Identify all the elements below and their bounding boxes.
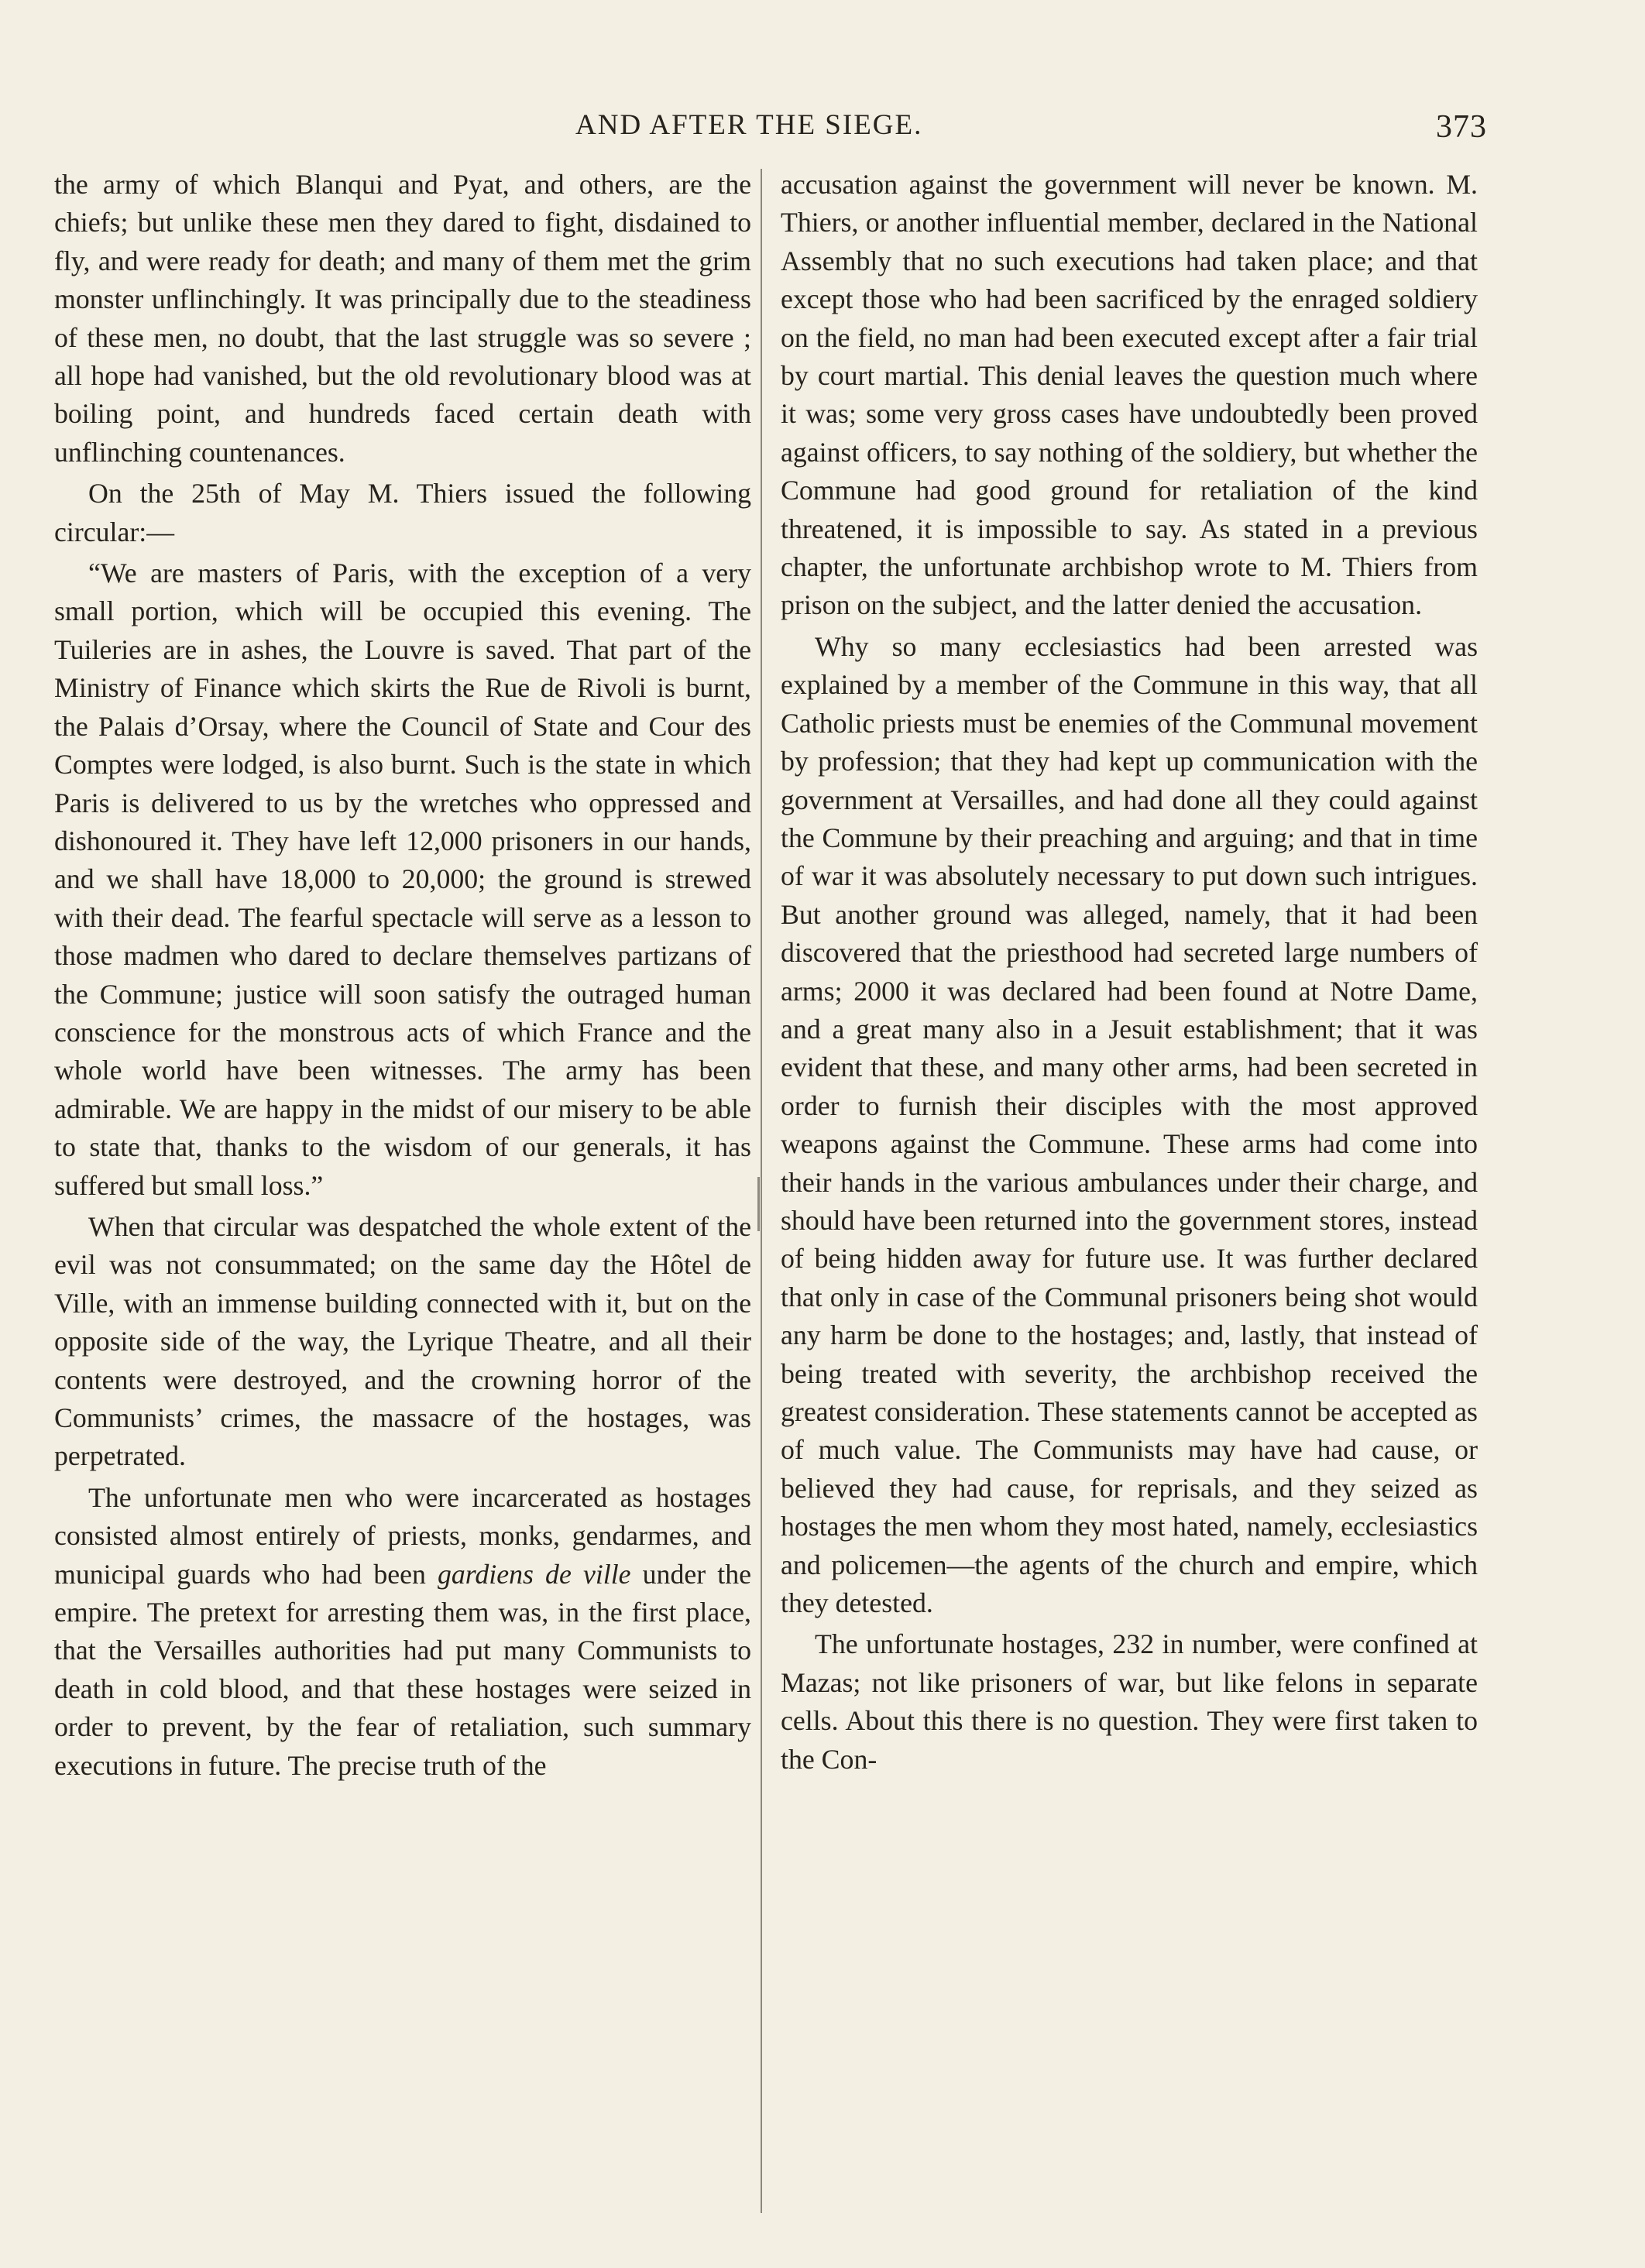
quoted-circular: “We are masters of Paris, with the exception of a very small portion, which will be occupied this evening. The Tuileries are in ashes, the Louvre is saved. That part of the Ministry of Finance which skirts the Rue de Rivoli is burnt, the Palais d’Orsay, where the Council of State and Cour des Comptes were lodged, is also burnt. Such is the state in which Paris is delivered to us by the wretches who oppressed and dishonoured it. They have left 12,000 prisoners in our hands, and we shall have 18,000 to 20,000; the ground is strewed with their dead. The fearful spectacle will serve as a lesson to those madmen who dared to declare themselves partizans of the Commune; justice will soon satisfy the outraged human conscience for the monstrous acts of which France and the whole world have been witnesses. The army has been admirable. We are happy in the midst of our misery to be able to state that, thanks to the wisdom of our generals, it has suffered but small loss.” [54,558,751,1201]
column-divider-mark [757,1177,760,1231]
paragraph [54,1479,751,1785]
left-column [54,166,751,1785]
page-number: 373 [1436,109,1487,145]
paragraph: When that circular was despatched the whole extent of the evil was not consummated; on the same day the Hôtel de Ville, with an immense building connected with it, but on the opposite side of the way, the Lyrique Theatre, and all their contents were destroyed, and the crowning horror of the Communists’ crimes, the massacre of the hostages, was perpetrated. [54,1210,751,1472]
text-run: under the empire. The pretext for arresting them was, in the first place, that the Versailles authorities had put many Communists to death in cold blood, and that these hostages were seized in order to prevent, by the fear of retaliation, such summary executions in future. The precise truth of the [54,1558,751,1781]
paragraph: the army of which Blanqui and Pyat, and others, are the chiefs; but unlike these men they dared to fight, disdained to fly, and were ready for death; and many of them met the grim monster unflinchingly. It was principally due to the steadiness of these men, no doubt, that the last struggle was so severe ; all hope had vanished, but the old revolutionary blood was at boiling point, and hundreds faced certain death with unflinching countenances. [54,169,751,468]
right-column [781,166,1478,1779]
column-divider [761,169,762,2213]
running-header [46,108,1487,155]
running-title: AND AFTER THE SIEGE. [575,109,923,141]
paragraph: accusation against the government will never be known. M. Thiers, or another influential member, declared in the National Assembly that no such executions had taken place; and that except those who had been sacrificed by the enraged soldiery on the field, no man had been executed except after a fair trial by court martial. This denial leaves the question much where it was; some very gross cases have undoubtedly been proved against officers, to say nothing of the soldiery, but whether the Commune had good ground for retaliation of the kind threatened, it is impossible to say. As stated in a previous chapter, the unfortunate archbishop wrote to M. Thiers from prison on the subject, and the latter denied the accusation. [781,169,1478,621]
paragraph: The unfortunate hostages, 232 in number, were confined at Mazas; not like prisoners of war, but like felons in separate cells. About this there is no question. They were first taken to the Con- [781,1628,1478,1775]
paragraph: Why so many ecclesiastics had been arrested was explained by a member of the Commune in this way, that all Catholic priests must be enemies of the Communal movement by profession; that they had kept up communication with the government at Versailles, and had done all they could against the Commune by their preaching and arguing; and that in time of war it was absolutely necessary to put down such intrigues. But another ground was alleged, namely, that it had been discovered that the priesthood had secreted large numbers of arms; 2000 it was declared had been found at Notre Dame, and a great many also in a Jesuit establishment; that it was evident that these, and many other arms, had been secreted in order to furnish their disciples with the most approved weapons against the Commune. These arms had come into their hands in the various ambulances under their charge, and should have been returned into the government stores, instead of being hidden away for future use. It was further declared that only in case of the Communal prisoners being shot would any harm be done to the hostages; and, lastly, that instead of being treated with severity, the archbishop received the greatest consideration. These statements cannot be accepted as of much value. The Communists may have had cause, or believed they had cause, for reprisals, and they seized as hostages the men whom they most hated, namely, ecclesiastics and policemen—the agents of the church and empire, which they detested. [781,630,1478,1619]
text-run: The unfortunate men who were incarcerated as hostages consisted almost entirely of priests, monks, gendarmes, and municipal guards who had been [54,1481,751,1590]
italic-phrase: gardiens de ville [438,1558,631,1590]
paragraph: On the 25th of May M. Thiers issued the following circular:— [54,478,751,547]
